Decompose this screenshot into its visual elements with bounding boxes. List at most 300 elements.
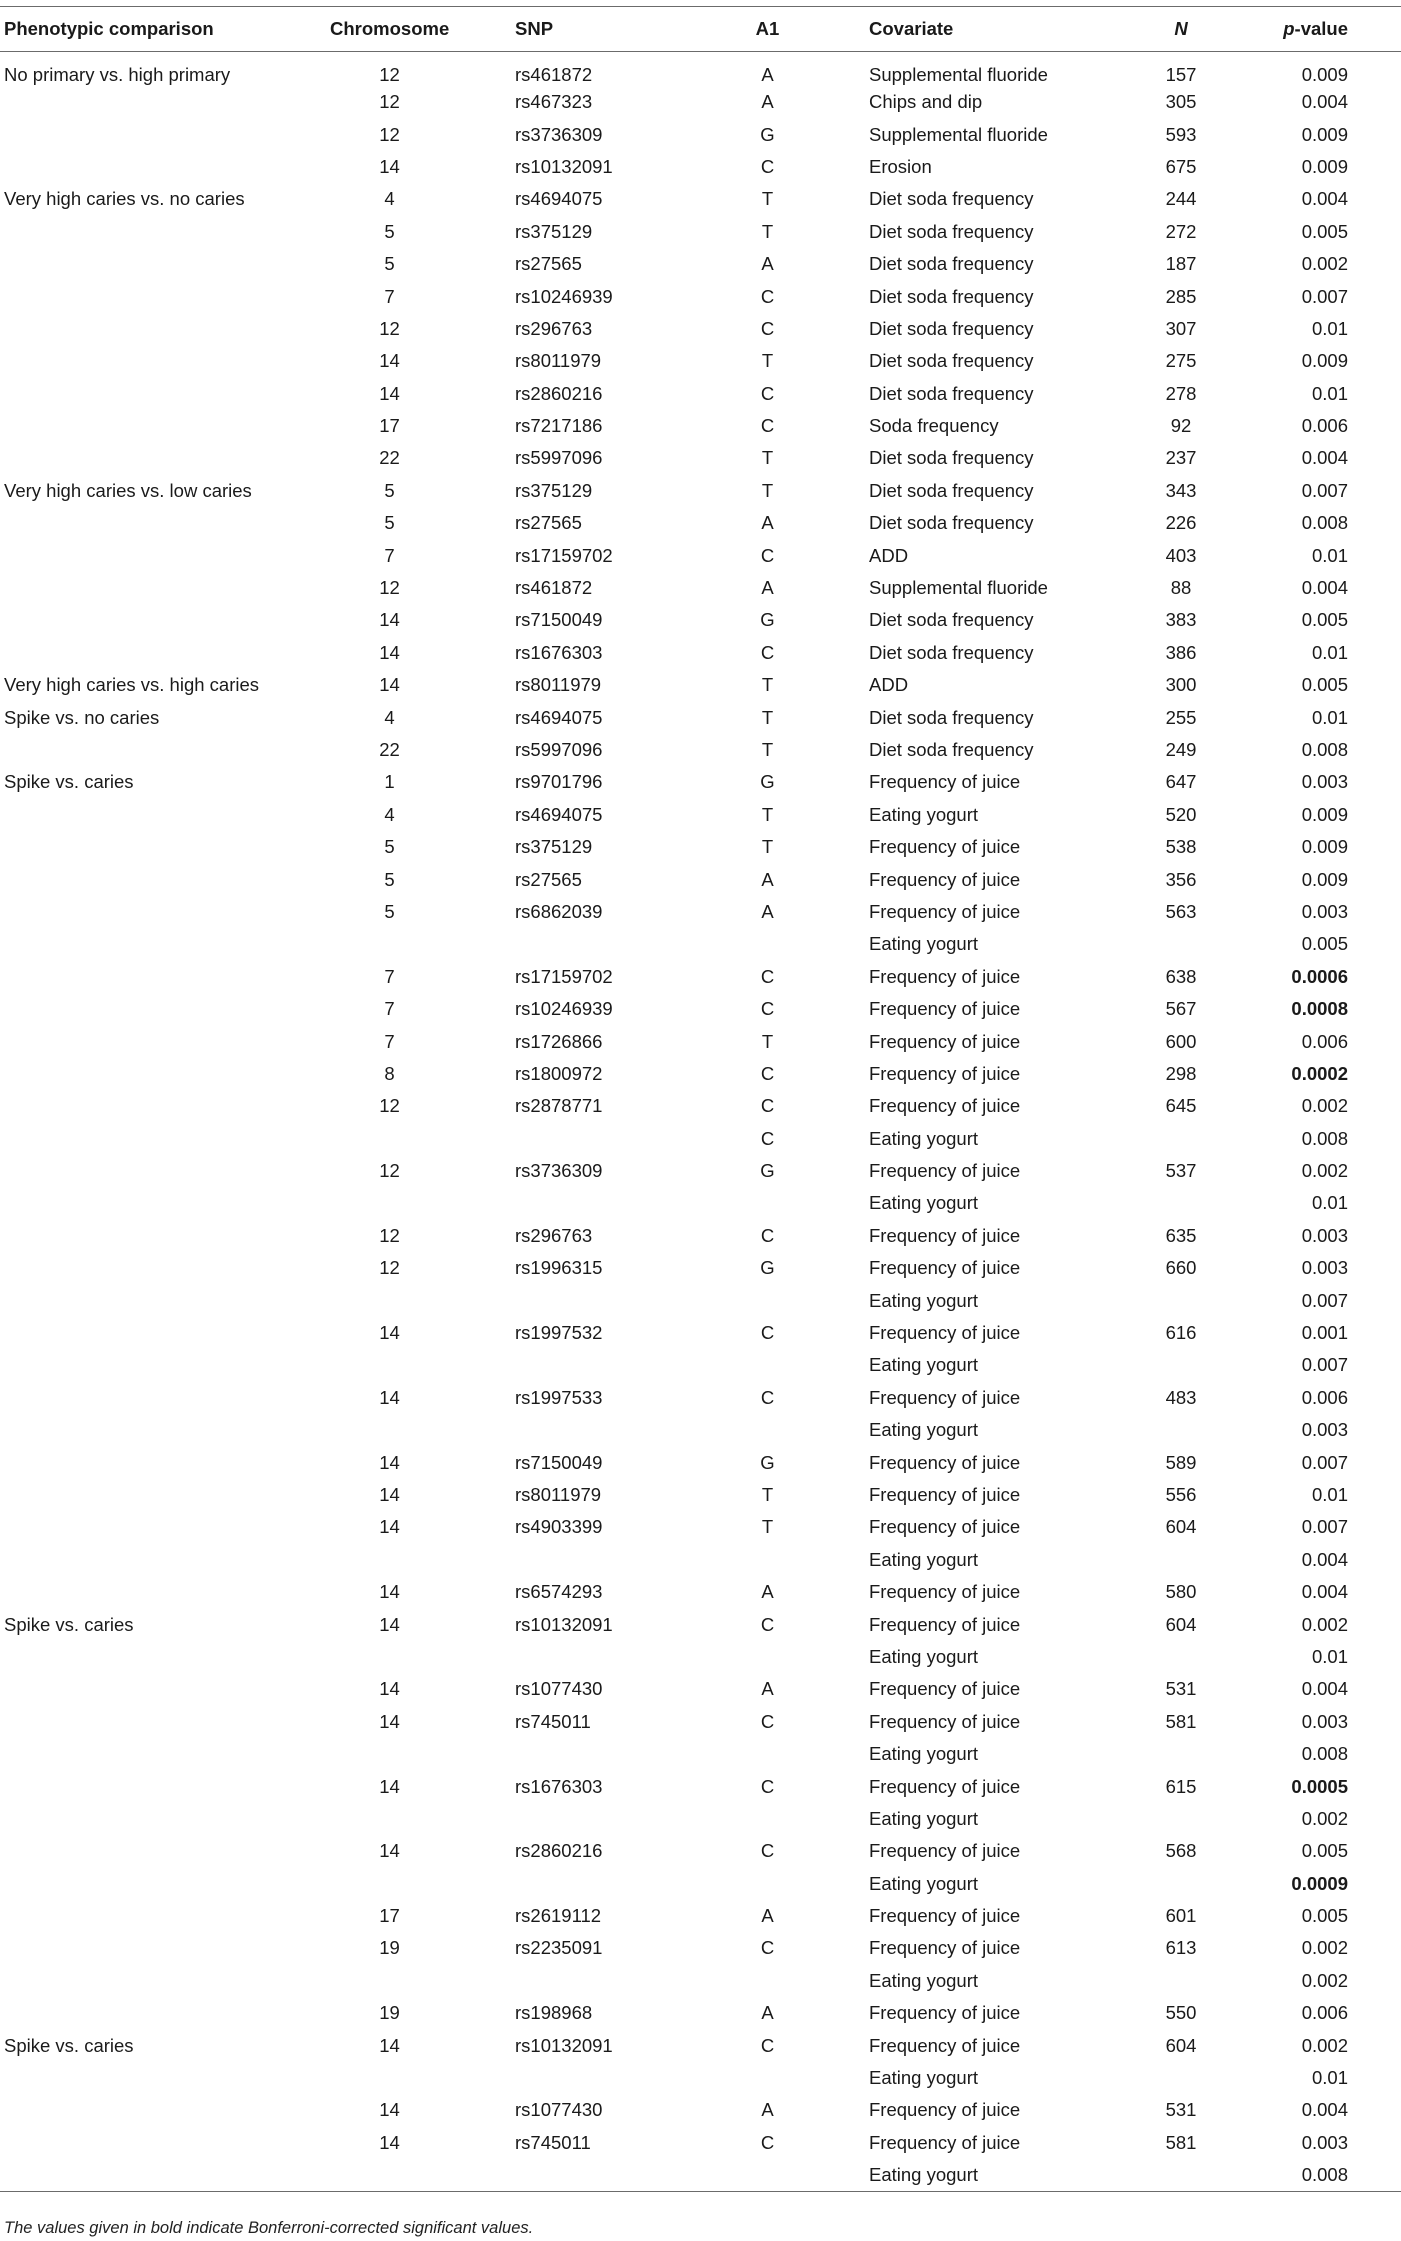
cell-chromosome: 22: [379, 447, 400, 469]
cell-covariate: Diet soda frequency: [869, 350, 1034, 372]
table-row: [0, 701, 1401, 733]
cell-chromosome: [330, 2062, 475, 2094]
cell-n: 88: [1170, 577, 1192, 599]
cell-n: 604: [1165, 2034, 1197, 2056]
cell-comparison: [0, 1641, 330, 1673]
table-row: [0, 831, 1401, 863]
cell-p-value: 0.003: [1301, 1224, 1348, 1246]
cell-p-value: 0.007: [1301, 285, 1348, 307]
cell-covariate: Frequency of juice: [869, 1483, 1021, 1505]
cell-a1: T: [761, 479, 774, 501]
cell-p-value: 0.008: [1301, 512, 1348, 534]
table-row: [0, 442, 1401, 474]
table-row: [0, 183, 1401, 215]
cell-a1: [725, 1867, 840, 1899]
cell-covariate: Eating yogurt: [869, 1645, 979, 1667]
cell-covariate: Eating yogurt: [869, 2067, 979, 2089]
cell-a1: A: [761, 900, 774, 922]
table-row: [0, 1997, 1401, 2029]
cell-snp: rs1997532: [515, 1322, 603, 1344]
cell-a1: C: [760, 382, 775, 404]
cell-chromosome: [330, 1123, 475, 1155]
cell-snp: [475, 1738, 725, 1770]
cell-comparison: [0, 928, 330, 960]
cell-chromosome: [330, 1803, 475, 1835]
cell-p-value: 0.003: [1301, 1419, 1348, 1441]
table-row: [0, 604, 1401, 636]
cell-snp: rs375129: [515, 220, 593, 242]
table-row: [0, 1090, 1401, 1122]
cell-n: 556: [1165, 1483, 1197, 1505]
cell-snp: rs5997096: [515, 739, 603, 760]
cell-snp: rs7150049: [515, 1451, 603, 1473]
cell-snp: rs4694075: [515, 188, 603, 210]
cell-comparison: [0, 799, 330, 831]
cell-snp: [475, 1349, 725, 1381]
cell-n: 249: [1165, 739, 1197, 760]
cell-comparison: Very high caries vs. high caries: [4, 674, 260, 696]
cell-p-value: 0.003: [1301, 900, 1348, 922]
cell-comparison: [0, 1414, 330, 1446]
cell-covariate: Frequency of juice: [869, 1257, 1021, 1279]
cell-p-value: 0.003: [1301, 2131, 1348, 2153]
cell-a1: [725, 1349, 840, 1381]
cell-covariate: Diet soda frequency: [869, 285, 1034, 307]
cell-chromosome: 14: [379, 382, 400, 404]
cell-comparison: [0, 1965, 330, 1997]
table-row: [0, 1673, 1401, 1705]
cell-p-value: 0.01: [1311, 1645, 1348, 1667]
table-row: [0, 1220, 1401, 1252]
cell-n: 613: [1165, 1937, 1197, 1959]
cell-p-value: 0.009: [1301, 64, 1348, 85]
cell-p-value: 0.006: [1301, 1030, 1348, 1052]
cell-comparison: [0, 572, 330, 604]
cell-comparison: [0, 1382, 330, 1414]
cell-covariate: Frequency of juice: [869, 1775, 1021, 1797]
cell-p-value: 0.002: [1301, 253, 1348, 275]
cell-a1: [725, 1965, 840, 1997]
cell-snp: rs4694075: [515, 706, 603, 728]
table-row: [0, 928, 1401, 960]
cell-n: 237: [1165, 447, 1197, 469]
table-row: [0, 2094, 1401, 2126]
cell-snp: rs8011979: [515, 1483, 602, 1505]
table-row: [0, 766, 1401, 798]
cell-a1: [725, 2062, 840, 2094]
table-row: [0, 86, 1401, 118]
cell-snp: rs1996315: [515, 1257, 603, 1279]
cell-n: [1098, 1187, 1234, 1219]
cell-a1: A: [761, 512, 774, 534]
cell-snp: rs8011979: [515, 674, 602, 696]
cell-comparison: [0, 151, 330, 183]
cell-snp: [475, 1803, 725, 1835]
cell-p-value: 0.01: [1311, 544, 1348, 566]
cell-comparison: [0, 313, 330, 345]
cell-p-value: 0.001: [1301, 1322, 1348, 1344]
cell-a1: T: [761, 1516, 774, 1538]
cell-a1: C: [760, 2034, 775, 2056]
cell-a1: G: [760, 1160, 775, 1182]
cell-p-value: 0.006: [1301, 415, 1348, 437]
cell-chromosome: 5: [384, 836, 395, 858]
cell-comparison: [0, 1997, 330, 2029]
cell-snp: rs461872: [515, 577, 593, 599]
table-header-row: [0, 7, 1401, 52]
cell-n: 538: [1165, 836, 1197, 858]
cell-a1: C: [760, 1937, 775, 1959]
cell-snp: rs1997533: [515, 1386, 603, 1408]
cell-chromosome: 14: [379, 1322, 400, 1344]
cell-covariate: Frequency of juice: [869, 1613, 1021, 1635]
table-row: [0, 1608, 1401, 1640]
cell-n: 272: [1165, 220, 1197, 242]
cell-n: 343: [1165, 479, 1197, 501]
cell-covariate: Erosion: [869, 155, 932, 177]
cell-n: 255: [1165, 706, 1197, 728]
cell-p-value: 0.006: [1301, 2002, 1348, 2024]
cell-chromosome: 19: [379, 2002, 400, 2024]
cell-p-value: 0.004: [1301, 188, 1348, 210]
cell-snp: rs17159702: [515, 965, 613, 987]
table-row: [0, 1965, 1401, 1997]
cell-p-value: 0.002: [1301, 1937, 1348, 1959]
cell-covariate: Frequency of juice: [869, 1451, 1021, 1473]
table-row: [0, 2062, 1401, 2094]
cell-n: 638: [1165, 965, 1197, 987]
cell-p-value: 0.0008: [1291, 998, 1348, 1020]
cell-covariate: Frequency of juice: [869, 2034, 1021, 2056]
cell-comparison: [0, 1770, 330, 1802]
cell-n: [1098, 1867, 1234, 1899]
cell-snp: rs27565: [515, 868, 582, 890]
table-row: [0, 799, 1401, 831]
table-row: [0, 1252, 1401, 1284]
cell-comparison: [0, 1835, 330, 1867]
cell-n: 285: [1165, 285, 1197, 307]
cell-chromosome: 12: [379, 577, 400, 599]
cell-chromosome: 14: [379, 674, 400, 696]
cell-p-value: 0.007: [1301, 479, 1348, 501]
cell-chromosome: 14: [379, 2034, 400, 2056]
cell-snp: rs2860216: [515, 1840, 603, 1862]
cell-covariate: Chips and dip: [869, 91, 983, 113]
table-row: [0, 1123, 1401, 1155]
table-row: [0, 1414, 1401, 1446]
cell-comparison: [0, 993, 330, 1025]
cell-snp: [475, 2159, 725, 2191]
cell-covariate: Eating yogurt: [869, 1872, 979, 1894]
table-row: [0, 1835, 1401, 1867]
cell-comparison: [0, 86, 330, 118]
cell-a1: C: [760, 641, 775, 663]
cell-a1: T: [761, 739, 774, 760]
cell-chromosome: 14: [379, 1386, 400, 1408]
cell-chromosome: 12: [379, 91, 400, 113]
cell-covariate: Frequency of juice: [869, 1030, 1021, 1052]
cell-p-value: 0.004: [1301, 447, 1348, 469]
cell-comparison: [0, 1058, 330, 1090]
table-row: [0, 2159, 1401, 2191]
cell-comparison: [0, 961, 330, 993]
table-row: [0, 1317, 1401, 1349]
cell-comparison: [0, 1349, 330, 1381]
cell-comparison: [0, 604, 330, 636]
cell-snp: rs27565: [515, 253, 582, 275]
cell-p-value: 0.007: [1301, 1354, 1348, 1376]
table-row: [0, 345, 1401, 377]
cell-n: 604: [1165, 1613, 1197, 1635]
cell-chromosome: 7: [384, 544, 395, 566]
cell-p-value: 0.005: [1301, 933, 1348, 955]
cell-comparison: Spike vs. caries: [4, 771, 134, 793]
table-row: [0, 248, 1401, 280]
cell-a1: A: [761, 1678, 774, 1700]
cell-comparison: [0, 442, 330, 474]
cell-chromosome: [330, 1284, 475, 1316]
cell-chromosome: 12: [379, 1160, 400, 1182]
header-a1: A1: [725, 7, 840, 52]
table-row: [0, 216, 1401, 248]
cell-snp: rs17159702: [515, 544, 613, 566]
cell-a1: C: [760, 998, 775, 1020]
cell-chromosome: 12: [379, 1095, 400, 1117]
cell-snp: rs27565: [515, 512, 582, 534]
cell-snp: rs1800972: [515, 1062, 603, 1084]
cell-n: 520: [1165, 803, 1197, 825]
cell-chromosome: 17: [379, 1905, 400, 1927]
cell-snp: [475, 1965, 725, 1997]
cell-comparison: Spike vs. caries: [4, 2034, 134, 2056]
cell-snp: rs6862039: [515, 900, 603, 922]
cell-a1: [725, 1641, 840, 1673]
table-row: [0, 1058, 1401, 1090]
cell-chromosome: 14: [379, 1678, 400, 1700]
cell-n: 537: [1165, 1160, 1197, 1182]
cell-snp: rs1077430: [515, 1678, 603, 1700]
cell-covariate: Frequency of juice: [869, 1840, 1021, 1862]
cell-n: 157: [1165, 64, 1197, 85]
table-row: [0, 539, 1401, 571]
cell-n: 593: [1165, 123, 1197, 145]
cell-comparison: [0, 2062, 330, 2094]
cell-covariate: Frequency of juice: [869, 900, 1021, 922]
cell-a1: C: [760, 1710, 775, 1732]
cell-n: 616: [1165, 1322, 1197, 1344]
cell-a1: A: [761, 1905, 774, 1927]
cell-covariate: Eating yogurt: [869, 1354, 979, 1376]
cell-comparison: [0, 1479, 330, 1511]
table-row: [0, 2029, 1401, 2061]
cell-covariate: Frequency of juice: [869, 868, 1021, 890]
cell-a1: A: [761, 2099, 774, 2121]
table-row: [0, 896, 1401, 928]
cell-covariate: Diet soda frequency: [869, 447, 1034, 469]
cell-n: [1098, 1349, 1234, 1381]
cell-n: [1098, 1414, 1234, 1446]
cell-snp: [475, 1187, 725, 1219]
cell-covariate: Frequency of juice: [869, 1516, 1021, 1538]
cell-n: 531: [1165, 2099, 1197, 2121]
cell-chromosome: [330, 2159, 475, 2191]
cell-a1: [725, 2159, 840, 2191]
cell-comparison: Spike vs. caries: [4, 1613, 134, 1635]
cell-a1: [725, 928, 840, 960]
cell-covariate: Eating yogurt: [869, 1127, 979, 1149]
cell-covariate: Soda frequency: [869, 415, 999, 437]
cell-p-value: 0.008: [1301, 1127, 1348, 1149]
cell-n: 568: [1165, 1840, 1197, 1862]
cell-chromosome: 19: [379, 1937, 400, 1959]
cell-covariate: Eating yogurt: [869, 1192, 979, 1214]
cell-covariate: Supplemental fluoride: [869, 577, 1048, 599]
cell-comparison: [0, 831, 330, 863]
cell-n: [1098, 1965, 1234, 1997]
cell-chromosome: 14: [379, 1483, 400, 1505]
cell-comparison: [0, 1511, 330, 1543]
cell-comparison: [0, 2159, 330, 2191]
cell-p-value: 0.004: [1301, 1678, 1348, 1700]
cell-chromosome: 14: [379, 1451, 400, 1473]
table-row: [0, 118, 1401, 150]
table-row: [0, 572, 1401, 604]
table-row: [0, 410, 1401, 442]
table-row: [0, 1511, 1401, 1543]
cell-n: 187: [1165, 253, 1197, 275]
cell-covariate: Eating yogurt: [869, 1289, 979, 1311]
cell-n: [1098, 1284, 1234, 1316]
cell-covariate: Diet soda frequency: [869, 609, 1034, 631]
cell-comparison: [0, 1317, 330, 1349]
cell-snp: rs296763: [515, 317, 593, 339]
cell-chromosome: 14: [379, 641, 400, 663]
cell-p-value: 0.01: [1311, 1192, 1348, 1214]
cell-a1: C: [760, 1386, 775, 1408]
cell-comparison: [0, 1090, 330, 1122]
cell-covariate: Frequency of juice: [869, 1678, 1021, 1700]
cell-a1: T: [761, 188, 774, 210]
header-covariate: Covariate: [840, 7, 1098, 52]
cell-covariate: Eating yogurt: [869, 1807, 979, 1829]
cell-p-value: 0.0002: [1291, 1062, 1348, 1084]
table-row: [0, 313, 1401, 345]
cell-covariate: Frequency of juice: [869, 1095, 1021, 1117]
cell-covariate: Frequency of juice: [869, 2131, 1021, 2153]
cell-snp: [475, 1641, 725, 1673]
cell-p-value: 0.009: [1301, 836, 1348, 858]
cell-comparison: Spike vs. no caries: [4, 706, 160, 728]
cell-comparison: [0, 1544, 330, 1576]
cell-a1: C: [760, 415, 775, 437]
cell-p-value: 0.007: [1301, 1516, 1348, 1538]
table-row: [0, 669, 1401, 701]
cell-n: 600: [1165, 1030, 1197, 1052]
cell-a1: C: [760, 1095, 775, 1117]
cell-snp: rs10246939: [515, 285, 613, 307]
table-row: [0, 2127, 1401, 2159]
cell-a1: A: [761, 253, 774, 275]
table-row: [0, 1738, 1401, 1770]
cell-snp: rs6574293: [515, 1581, 603, 1603]
cell-a1: [725, 1803, 840, 1835]
cell-n: 563: [1165, 900, 1197, 922]
cell-chromosome: [330, 1349, 475, 1381]
cell-p-value: 0.0005: [1291, 1775, 1348, 1797]
cell-covariate: Diet soda frequency: [869, 317, 1034, 339]
cell-covariate: Diet soda frequency: [869, 188, 1034, 210]
cell-a1: T: [761, 220, 774, 242]
cell-snp: rs2235091: [515, 1937, 603, 1959]
cell-covariate: Frequency of juice: [869, 965, 1021, 987]
cell-a1: T: [761, 1030, 774, 1052]
cell-p-value: 0.007: [1301, 1289, 1348, 1311]
cell-n: 356: [1165, 868, 1197, 890]
cell-chromosome: 14: [379, 1516, 400, 1538]
cell-snp: rs7217186: [515, 415, 603, 437]
cell-p-value: 0.01: [1311, 706, 1348, 728]
cell-n: [1098, 1544, 1234, 1576]
cell-n: 645: [1165, 1095, 1197, 1117]
cell-p-value: 0.004: [1301, 1581, 1348, 1603]
cell-chromosome: 14: [379, 609, 400, 631]
cell-a1: C: [760, 1840, 775, 1862]
cell-covariate: Diet soda frequency: [869, 253, 1034, 275]
cell-comparison: [0, 1025, 330, 1057]
cell-comparison: [0, 1284, 330, 1316]
cell-snp: rs7150049: [515, 609, 603, 631]
cell-snp: rs461872: [515, 64, 593, 85]
cell-chromosome: 7: [384, 965, 395, 987]
cell-chromosome: 5: [384, 253, 395, 275]
cell-a1: C: [760, 1224, 775, 1246]
cell-p-value: 0.01: [1311, 317, 1348, 339]
header-p-italic: p: [1283, 18, 1295, 39]
cell-n: [1098, 1641, 1234, 1673]
cell-covariate: Eating yogurt: [869, 1969, 979, 1991]
cell-covariate: Diet soda frequency: [869, 641, 1034, 663]
cell-snp: rs3736309: [515, 1160, 603, 1182]
cell-a1: C: [760, 1127, 775, 1149]
cell-comparison: Very high caries vs. low caries: [4, 479, 252, 501]
cell-snp: [475, 1123, 725, 1155]
table-row: [0, 993, 1401, 1025]
cell-comparison: [0, 863, 330, 895]
cell-comparison: [0, 1220, 330, 1252]
cell-chromosome: 5: [384, 868, 395, 890]
cell-chromosome: 14: [379, 155, 400, 177]
cell-comparison: [0, 1867, 330, 1899]
cell-covariate: Diet soda frequency: [869, 220, 1034, 242]
cell-n: 298: [1165, 1062, 1197, 1084]
cell-a1: T: [761, 674, 774, 696]
cell-n: 92: [1170, 415, 1192, 437]
cell-chromosome: 12: [379, 1224, 400, 1246]
cell-chromosome: 7: [384, 285, 395, 307]
cell-covariate: Frequency of juice: [869, 1710, 1021, 1732]
cell-a1: C: [760, 1775, 775, 1797]
cell-snp: rs8011979: [515, 350, 602, 372]
cell-comparison: [0, 1706, 330, 1738]
cell-snp: [475, 1414, 725, 1446]
cell-comparison: [0, 1187, 330, 1219]
cell-n: 307: [1165, 317, 1197, 339]
cell-n: 383: [1165, 609, 1197, 631]
cell-snp: rs10132091: [515, 155, 613, 177]
cell-a1: A: [761, 1581, 774, 1603]
cell-p-value: 0.005: [1301, 1905, 1348, 1927]
cell-chromosome: [330, 1641, 475, 1673]
